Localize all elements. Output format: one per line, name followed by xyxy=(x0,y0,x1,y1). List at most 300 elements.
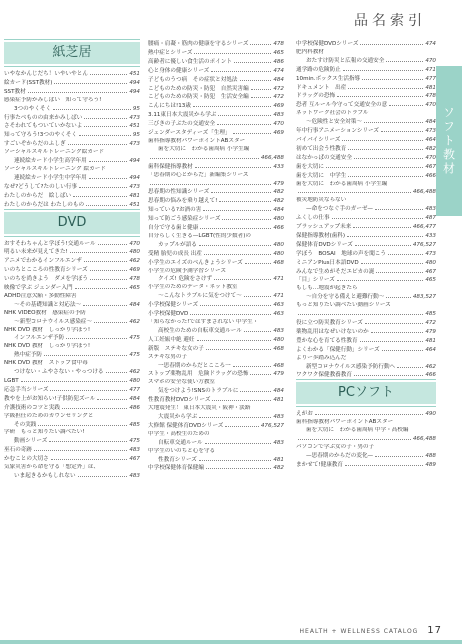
entry-title: 自分らしく生きる—LGBT(性的少数者)の xyxy=(148,232,251,239)
index-entry xyxy=(296,355,436,363)
index-entry xyxy=(296,232,436,241)
entry-page: 474 xyxy=(273,67,284,74)
index-entry xyxy=(4,437,140,446)
index-column-2 xyxy=(148,40,284,473)
entry-title: NHK DVD 教材 ストップ食中毒 xyxy=(4,360,88,367)
entry-page: 451 xyxy=(129,201,140,208)
entry-page: 489 xyxy=(425,461,436,468)
entry-title: 3.11東日本大震災から学ぶ xyxy=(148,112,217,119)
index-entry xyxy=(148,396,284,405)
index-entry xyxy=(148,233,284,241)
entry-page: 475 xyxy=(129,335,140,342)
footer xyxy=(300,625,442,636)
index-entry xyxy=(148,275,284,284)
entry-title: 通学路の危険防止 xyxy=(296,66,341,73)
entry-title: パソコンで学ぶ女の子・男の子 xyxy=(296,443,375,450)
index-entry xyxy=(148,163,284,172)
entry-page: 487 xyxy=(425,215,436,222)
index-entry xyxy=(4,140,140,149)
index-entry xyxy=(296,57,436,66)
index-entry xyxy=(148,439,284,448)
entry-title: 自転車交通ルール xyxy=(158,439,203,446)
entry-page: 482 xyxy=(273,189,284,196)
entry-title: もっと知りたい調べたい動画シリーズ xyxy=(296,302,391,309)
index-entry xyxy=(296,188,436,197)
index-entry xyxy=(296,276,436,285)
entry-page: 483 xyxy=(129,447,140,454)
entry-title: 連続絵カード小学生高学年用 xyxy=(14,158,87,165)
entry-page: 467 xyxy=(425,268,436,275)
entry-page: 472 xyxy=(273,94,284,101)
entry-title: 知っている?お酒の害 xyxy=(148,207,202,214)
index-entry xyxy=(4,192,140,201)
index-entry xyxy=(296,419,436,427)
entry-title: 中学生のいのちと心を守る xyxy=(148,447,216,454)
entry-title: 行事たべものの由来かみしばい xyxy=(4,114,83,121)
entry-title: —命をつなぐ手のガーゼ— xyxy=(306,206,374,213)
entry-title: ～新型コロナウイルス感染症～ xyxy=(14,318,92,325)
entry-title: 「知らなかった!ではすまされない 中学生・ xyxy=(148,319,259,325)
entry-title: いやなかんじだち！いやいやとん xyxy=(4,71,88,77)
entry-title: ドキュメント 出産 xyxy=(296,84,347,91)
entry-title: その実践 xyxy=(14,421,37,428)
entry-title: 思春期の悩みを乗り越えて! xyxy=(148,198,218,205)
index-entry xyxy=(148,224,284,233)
index-entry xyxy=(4,157,140,166)
index-entry xyxy=(296,346,436,355)
entry-page: 482 xyxy=(273,198,284,205)
index-entry xyxy=(296,241,436,250)
index-entry xyxy=(148,102,284,111)
index-entry xyxy=(4,166,140,174)
entry-page: 486 xyxy=(273,58,284,65)
index-entry xyxy=(148,370,284,379)
entry-page: 470 xyxy=(425,57,436,64)
entry-title: インフルエンザ予防 xyxy=(14,335,65,342)
entry-page: 463 xyxy=(273,302,284,309)
entry-page: 462 xyxy=(129,318,140,325)
entry-page: 468 xyxy=(273,362,284,369)
entry-page: 474 xyxy=(425,41,436,47)
entry-title: よくわかる「保健行動」シリーズ xyxy=(296,346,380,353)
index-entry xyxy=(148,172,284,180)
entry-title: 知って防ごう感染症シリーズ xyxy=(148,216,221,223)
entry-page: 483 xyxy=(273,112,284,119)
entry-page: 469 xyxy=(273,103,284,110)
entry-title: 肥内科教材 xyxy=(296,48,324,55)
entry-title: いま起きるかもしれない xyxy=(14,472,76,479)
entry-title: 歯を大切に わかる歯周病 小学生編 xyxy=(296,180,388,187)
entry-page: 484 xyxy=(273,76,284,83)
entry-page: 478 xyxy=(129,276,140,283)
index-entry xyxy=(148,180,284,189)
index-entry xyxy=(4,97,140,105)
entry-page: 467 xyxy=(129,456,140,463)
entry-title: ～危険性と安全対策～ xyxy=(306,119,362,126)
entry-page: 462 xyxy=(129,258,140,265)
entry-page: 472 xyxy=(425,320,436,326)
index-entry xyxy=(296,127,436,136)
index-entry xyxy=(148,215,284,224)
entry-title: 腰痛・肩凝・筋肉の健康を守るシリーズ xyxy=(148,41,249,47)
entry-page: 478 xyxy=(425,93,436,100)
entry-page: 484 xyxy=(129,301,140,308)
index-entry xyxy=(296,163,436,172)
index-entry xyxy=(148,76,284,85)
index-entry xyxy=(4,472,140,481)
index-entry xyxy=(148,129,284,138)
index-entry xyxy=(296,205,436,214)
entry-title: 小学校保健シリーズ xyxy=(148,302,199,309)
entry-title: 性教育教材DVDシリーズ xyxy=(148,397,211,404)
index-entry xyxy=(148,120,284,129)
index-entry xyxy=(148,379,284,387)
index-entry xyxy=(296,223,436,232)
index-entry xyxy=(148,154,284,163)
index-entry xyxy=(148,362,284,371)
entry-page: 95 xyxy=(132,105,140,112)
entry-title: 連続絵カード小学生中学年用 xyxy=(14,174,87,181)
entry-title: 歯科指導教材パワーポイントABスター xyxy=(148,137,246,144)
entry-title: 性教育シリーズ xyxy=(158,456,197,463)
entry-page: 466 xyxy=(425,172,436,179)
index-entry xyxy=(148,284,284,292)
index-entry xyxy=(148,354,284,362)
entry-title: 一思春期のからだとこころ一 xyxy=(158,362,231,369)
entry-title: 人工妊娠中絶 避妊 xyxy=(148,336,195,343)
entry-page: 470 xyxy=(273,121,284,128)
entry-page: 482 xyxy=(425,145,436,152)
entry-page: 480 xyxy=(273,216,284,223)
entry-page: 463 xyxy=(273,311,284,318)
index-entry xyxy=(296,40,436,49)
index-entry xyxy=(4,343,140,351)
index-entry xyxy=(4,240,140,249)
entry-title: かむことの大切さ xyxy=(4,456,49,463)
entry-title: ソーシャルスキルトレーニング絵カード xyxy=(4,149,105,156)
entry-page: 478 xyxy=(273,41,284,47)
index-entry xyxy=(4,149,140,157)
index-entry xyxy=(4,334,140,343)
index-entry xyxy=(296,250,436,259)
entry-title: 歯を大切に xyxy=(296,163,324,170)
index-entry xyxy=(148,138,284,146)
entry-title: ADHD注意欠陥・多動性障害 xyxy=(4,292,77,299)
entry-page: 480 xyxy=(425,259,436,266)
index-entry xyxy=(4,377,140,386)
entry-title: さそわれてもついていかないよ xyxy=(4,123,83,130)
entry-title: 「思春期の心とからだ」新編集シリーズ xyxy=(148,171,249,178)
index-column-3 xyxy=(296,40,436,470)
index-entry xyxy=(4,284,140,293)
entry-title: —思春期のからだの変化— xyxy=(306,452,374,459)
entry-page: 480 xyxy=(273,336,284,343)
entry-page: 494 xyxy=(129,88,140,95)
page-title: 品名索引 xyxy=(354,13,426,29)
entry-page: 486 xyxy=(129,404,140,411)
entry-title: 思春期の性知識シリーズ xyxy=(148,189,210,196)
entry-page: 485 xyxy=(425,311,436,318)
entry-title: 明るい未来が見えてきた! xyxy=(4,249,68,256)
entry-page: 473 xyxy=(129,183,140,190)
entry-title: 薬物乱用はなぜいけないのか xyxy=(296,328,369,335)
entry-title: バイバイシリーズ xyxy=(296,136,341,143)
entry-page: 465 xyxy=(273,49,284,56)
entry-title: 高齢者に優しい食生活のポイント xyxy=(148,58,232,65)
entry-page: 480 xyxy=(129,378,140,384)
entry-title: 保健体育DVDシリーズ xyxy=(296,241,353,248)
index-entry xyxy=(4,114,140,123)
index-entry xyxy=(4,413,140,421)
entry-page: 483 xyxy=(273,413,284,420)
index-entry xyxy=(4,421,140,430)
entry-page: 475 xyxy=(129,352,140,359)
entry-page: 481 xyxy=(273,397,284,404)
entry-title: 映像で学ぶ ジェンダー入門 xyxy=(4,285,73,292)
index-entry xyxy=(4,386,140,395)
index-entry xyxy=(4,351,140,360)
entry-page: 473 xyxy=(129,114,140,121)
index-entry xyxy=(296,452,436,461)
index-entry xyxy=(148,336,284,345)
entry-title: いのちとこころの性教育シリーズ xyxy=(4,267,88,274)
index-entry xyxy=(4,368,140,377)
index-entry xyxy=(296,154,436,163)
entry-page: 464 xyxy=(425,346,436,353)
index-entry xyxy=(4,395,140,404)
entry-page: 466 xyxy=(425,372,436,379)
entry-title: LGBT xyxy=(4,378,19,384)
entry-page: 480 xyxy=(129,249,140,256)
entry-title: 歯を大切に わかる歯周病 小学生編 xyxy=(158,145,250,152)
entry-title: 新型コロナウイルス感染予防行動へ xyxy=(306,363,396,370)
entry-title: 感染症予防かみしばい 知って守ろう! xyxy=(4,96,102,103)
entry-page: 467 xyxy=(425,163,436,170)
entry-title: 小学生のためのデータ・ネット教室 xyxy=(148,284,238,291)
entry-title: 絵カード(SST教材) xyxy=(4,79,53,86)
index-entry xyxy=(148,259,284,268)
index-entry xyxy=(4,429,140,437)
entry-title: なぜ?どうして?たのしい行事 xyxy=(4,183,78,190)
section-heading: DVD xyxy=(4,212,140,234)
entry-title: 大震災から学ぶ xyxy=(158,413,198,420)
entry-title: ブラッシュアップ未来 xyxy=(296,224,352,231)
entry-title: 被災地防災ならない xyxy=(296,197,347,204)
entry-title: おすそわちゃんと学ぼう!交通ルール xyxy=(4,240,96,247)
index-entry xyxy=(4,257,140,266)
index-entry xyxy=(148,40,284,49)
entry-page: 494 xyxy=(129,174,140,181)
entry-title: おたすけ防災と広報の交通安全 xyxy=(306,57,385,64)
index-entry xyxy=(148,456,284,465)
entry-page: 469 xyxy=(273,130,284,137)
index-entry xyxy=(296,268,436,277)
index-entry xyxy=(4,105,140,114)
entry-page: 470 xyxy=(425,154,436,161)
entry-page: 470 xyxy=(129,240,140,247)
index-entry xyxy=(296,101,436,110)
entry-page: 484 xyxy=(425,119,436,126)
index-entry xyxy=(148,292,284,301)
entry-title: 学ぼう BOSAI 地球の声を聞こう xyxy=(296,250,386,257)
footer-bar xyxy=(0,640,462,644)
entry-title: 応急手当シリーズ xyxy=(4,386,49,393)
index-entry xyxy=(148,58,284,67)
entry-title: 学研 もっと知りたい調べたい! xyxy=(4,429,85,436)
entry-title: 小学生のエイズのべんきょうシリーズ xyxy=(148,259,243,266)
entry-title: 新版 ステキな女の子 xyxy=(148,345,204,352)
index-entry xyxy=(296,310,436,319)
entry-title: ミニアンPlus日本語DVD xyxy=(296,259,359,266)
entry-title: よりー歩踏み込んだ xyxy=(296,354,347,361)
entry-title: NHK VIDEO教材 感染症の予防 xyxy=(4,309,86,316)
index-entry xyxy=(148,431,284,439)
index-entry xyxy=(4,79,140,88)
index-entry xyxy=(296,259,436,268)
index-entry xyxy=(148,268,284,276)
index-entry xyxy=(296,145,436,154)
entry-title: 学級担任のためのカウンセリングと xyxy=(4,412,94,419)
entry-page: 494 xyxy=(129,158,140,165)
index-entry xyxy=(148,188,284,197)
index-entry xyxy=(296,84,436,93)
index-entry xyxy=(296,427,436,435)
entry-title: 「目」シリーズ xyxy=(296,277,335,284)
entry-title: 年中行事アニメーションシリーズ xyxy=(296,128,379,135)
entry-page: 479 xyxy=(273,180,284,187)
entry-page: 466,488 xyxy=(260,154,284,161)
entry-title: ネットワーク社会のトラブル xyxy=(296,110,369,117)
entry-page: 473 xyxy=(425,128,436,135)
entry-title: 小学生の危険予測学習シリーズ xyxy=(148,267,227,274)
index-entry xyxy=(4,70,140,79)
index-entry xyxy=(296,118,436,127)
entry-title: 恐者 互ルール今守って交通安全の意 xyxy=(296,102,388,109)
index-entry xyxy=(148,319,284,327)
entry-page: 480 xyxy=(273,250,284,257)
entry-title: いのちを尚きよう ダメを学ぼう xyxy=(4,276,88,283)
entry-page: 484 xyxy=(273,388,284,395)
index-column-1 xyxy=(4,40,140,481)
index-entry xyxy=(4,404,140,413)
entry-page: 476,527 xyxy=(260,422,284,429)
index-entry xyxy=(148,67,284,76)
entry-title: NHK DVD 教材 しっかり学ぼう! xyxy=(4,343,91,350)
index-entry xyxy=(148,93,284,102)
entry-title: 知って守ろう!3つのやくそく xyxy=(4,132,77,139)
entry-title: すごいぞからだのふしぎ xyxy=(4,141,66,148)
entry-title: こどものための防災・防犯 自然災害編 xyxy=(148,85,249,92)
entry-title: 動画シリーズ xyxy=(14,438,48,445)
index-entry xyxy=(148,345,284,354)
entry-title: 高校生のための自転車交通ルール xyxy=(158,327,242,334)
entry-page: 469 xyxy=(129,267,140,274)
index-entry xyxy=(296,181,436,189)
entry-title: 熱中症予防 xyxy=(14,352,42,359)
entry-title: 介護技術のコツと実践 xyxy=(4,404,60,411)
index-entry xyxy=(4,446,140,455)
index-entry xyxy=(4,248,140,257)
entry-title: 三びきの子ぶたの交通安全 xyxy=(148,121,216,128)
entry-title: スマホの安全な使い方教室 xyxy=(148,379,216,386)
index-entry xyxy=(148,111,284,120)
index-entry xyxy=(296,363,436,372)
side-tab: ソフト教材 xyxy=(436,66,462,216)
entry-title: 中学校保健DVDシリーズ xyxy=(296,41,359,47)
entry-title: SST教材 xyxy=(4,88,26,95)
index-entry xyxy=(4,464,140,472)
entry-title: ～自分を守る備えと避難行動～ xyxy=(306,294,385,301)
index-entry xyxy=(148,405,284,413)
entry-title: 歯科保健指導教材 xyxy=(148,163,193,170)
index-entry xyxy=(296,66,436,75)
index-entry xyxy=(4,275,140,284)
entry-title: えがお xyxy=(296,411,313,418)
index-entry xyxy=(148,413,284,422)
index-entry xyxy=(296,337,436,346)
entry-page: 482 xyxy=(273,465,284,472)
entry-title: 受精 胎児の成長 出産 xyxy=(148,250,202,257)
index-entry xyxy=(148,448,284,456)
entry-page: 473 xyxy=(129,141,140,148)
entry-title: カップルが語る xyxy=(158,241,197,248)
index-entry xyxy=(4,318,140,327)
index-entry xyxy=(296,444,436,452)
entry-title: 気象災害から命を守る「想定外」は、 xyxy=(4,464,100,471)
entry-title: ジェンダースタディーズ「生理」 xyxy=(148,130,231,137)
entry-page: 466,488 xyxy=(412,436,436,443)
index-entry xyxy=(148,85,284,94)
entry-title: 小学校保健DVD xyxy=(148,311,189,318)
entry-page: 462 xyxy=(425,363,436,370)
entry-page: 468 xyxy=(273,345,284,352)
entry-title: ～こんなトラブルに気をつけて～ xyxy=(158,293,242,300)
entry-title: ワクワク保健教養教育 xyxy=(296,372,352,379)
entry-page: 494 xyxy=(129,79,140,86)
entry-page: 481 xyxy=(273,456,284,463)
entry-page: 490 xyxy=(425,411,436,418)
entry-title: 心と身体の健康シリーズ xyxy=(148,67,210,74)
index-entry xyxy=(296,136,436,145)
index-entry xyxy=(296,319,436,328)
index-entry xyxy=(296,435,436,444)
index-entry xyxy=(296,92,436,101)
entry-page: 433 xyxy=(273,163,284,170)
entry-title: わたしのからだ 絵しばい xyxy=(4,192,72,199)
index-entry xyxy=(296,197,436,205)
index-entry xyxy=(148,327,284,336)
entry-page: 483 xyxy=(129,472,140,479)
entry-title: 大地震発生！ 東日本大震災・阪神・淡路 xyxy=(148,405,251,412)
index-entry xyxy=(148,250,284,259)
entry-title: 歯科指導教材パワーポイントABスター xyxy=(296,419,394,426)
index-entry xyxy=(296,75,436,84)
index-entry xyxy=(148,387,284,396)
entry-page: 481 xyxy=(129,192,140,199)
index-entry xyxy=(148,49,284,58)
index-entry xyxy=(148,206,284,215)
entry-page: 462 xyxy=(129,369,140,376)
index-entry xyxy=(296,410,436,419)
entry-title: 気をつけよう!SNSのトラブルに xyxy=(158,388,239,395)
entry-title: こどものための防災・防犯 生活安全編 xyxy=(148,94,249,101)
index-entry xyxy=(296,328,436,337)
index-entry xyxy=(296,110,436,118)
entry-page: 481 xyxy=(425,337,436,344)
entry-page: 483 xyxy=(273,439,284,446)
index-entry xyxy=(4,360,140,368)
entry-page: 471 xyxy=(273,293,284,300)
